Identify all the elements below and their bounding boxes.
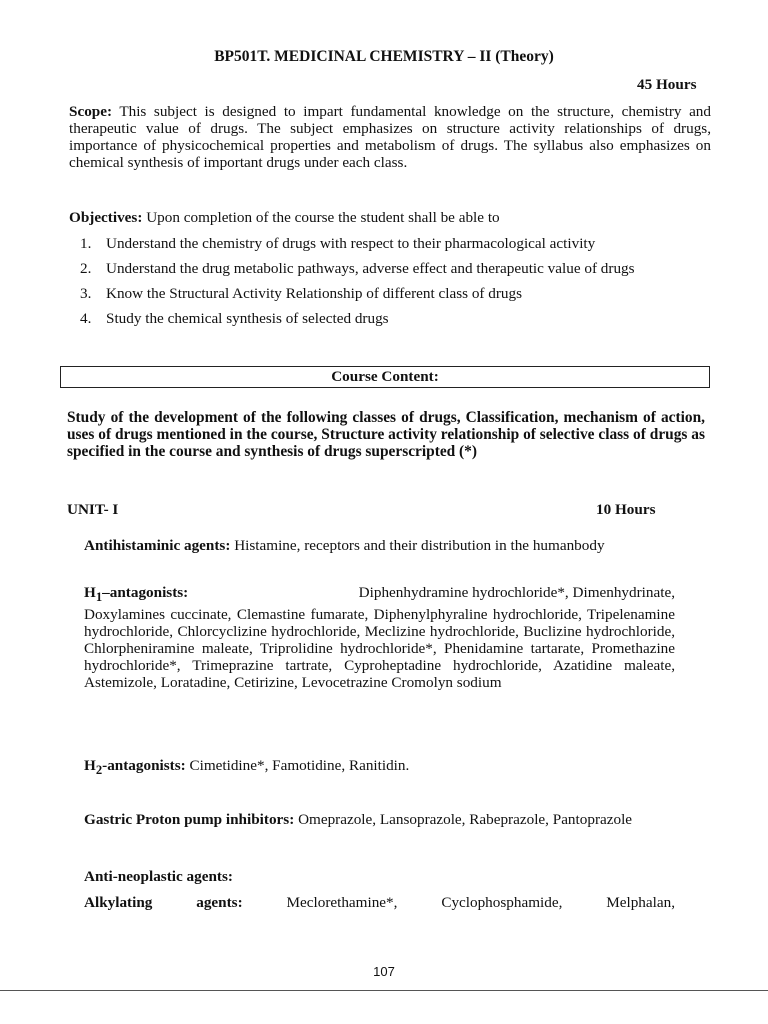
list-item-text: Study the chemical synthesis of selected drugs bbox=[106, 310, 389, 327]
alkylating-drug: Cyclophosphamide, bbox=[441, 894, 563, 911]
page-number: 107 bbox=[373, 964, 395, 979]
scope-paragraph bbox=[69, 103, 711, 171]
h1-label-prefix: H bbox=[84, 584, 96, 601]
list-item-text: Understand the chemistry of drugs with respect to their pharmacological activity bbox=[106, 235, 596, 252]
objectives-text: Upon completion of the course the student shall be able to bbox=[142, 209, 500, 226]
list-item bbox=[80, 285, 711, 302]
list-item-number: 1. bbox=[80, 235, 92, 252]
gastric-drug-list: Omeprazole, Lansoprazole, Rabeprazole, Pantoprazole bbox=[294, 811, 633, 828]
h2-label-sub: 2 bbox=[95, 763, 103, 778]
gastric-ppi-section bbox=[84, 811, 675, 828]
h1-label-sub: 1 bbox=[95, 590, 103, 605]
h1-label bbox=[84, 584, 188, 606]
list-item bbox=[80, 310, 711, 327]
h1-antagonists-section bbox=[84, 584, 675, 691]
alkylating-label-a: Alkylating bbox=[84, 894, 153, 911]
alkylating-section bbox=[84, 894, 675, 911]
course-hours: 45 Hours bbox=[637, 76, 697, 93]
unit-hours: 10 Hours bbox=[596, 501, 656, 518]
list-item bbox=[80, 260, 711, 277]
scope-label: Scope: bbox=[69, 103, 113, 120]
page-title: BP501T. MEDICINAL CHEMISTRY – II (Theory) bbox=[214, 48, 554, 65]
list-item-text: Know the Structural Activity Relationship of different class of drugs bbox=[106, 285, 523, 302]
h1-label-suffix: –antagonists: bbox=[102, 584, 189, 601]
objectives-label: Objectives: bbox=[69, 209, 143, 226]
antihistaminic-label: Antihistaminic agents: bbox=[84, 537, 231, 554]
study-paragraph: Study of the development of the following classes of drugs, Classification, mechanism of action, uses of drugs mentioned in the course, Structure activity relationship of selective class of drugs as specified in the course and synthesis of drugs superscripted (*) bbox=[67, 409, 705, 460]
list-item bbox=[80, 235, 711, 252]
list-item-number: 3. bbox=[80, 285, 92, 302]
h2-label bbox=[84, 757, 186, 778]
h2-antagonists-section bbox=[84, 757, 675, 779]
alkylating-drug: Meclorethamine*, bbox=[286, 894, 398, 911]
course-content-heading: Course Content: bbox=[60, 366, 710, 388]
objectives-list bbox=[80, 235, 711, 335]
h2-drug-list: Cimetidine*, Famotidine, Ranitidin. bbox=[185, 757, 410, 774]
h2-label-suffix: -antagonists: bbox=[102, 757, 186, 774]
antihistaminic-section bbox=[84, 537, 675, 554]
list-item-number: 2. bbox=[80, 260, 92, 277]
scope-text: This subject is designed to impart fundamental knowledge on the structure, chemistry and therapeutic value of drugs. The subject emphasizes on structure activity relationships of drugs, importance of physicochemical properties and metabolism of drugs. The syllabus also emphasizes on chemical synthesis of important drugs under each class. bbox=[69, 103, 711, 171]
gastric-label: Gastric Proton pump inhibitors: bbox=[84, 811, 295, 828]
list-item-number: 4. bbox=[80, 310, 92, 327]
h2-label-prefix: H bbox=[84, 757, 96, 774]
alkylating-label-b: agents: bbox=[196, 894, 243, 911]
h1-first-drugs: Diphenhydramine hydrochloride*, Dimenhydrinate, bbox=[358, 584, 675, 601]
antineoplastic-heading: Anti-neoplastic agents: bbox=[84, 868, 233, 885]
bottom-divider bbox=[0, 990, 768, 991]
alkylating-drug: Melphalan, bbox=[606, 894, 675, 911]
unit-label: UNIT- I bbox=[67, 501, 119, 518]
antihistaminic-text: Histamine, receptors and their distribution in the humanbody bbox=[230, 537, 605, 554]
list-item-text: Understand the drug metabolic pathways, adverse effect and therapeutic value of drugs bbox=[106, 260, 635, 277]
objectives-paragraph bbox=[69, 209, 711, 226]
h1-drug-list: Doxylamines cuccinate, Clemastine fumarate, Diphenylphyraline hydrochloride, Tripelenamine hydrochloride, Chlorcyclizine hydrochloride, Meclizine hydrochloride, Buclizine hydrochloride, Chlorpheniramine maleate, Triprolidine hydrochloride*, Phenidamine tartarate, Promethazine hydrochloride*, Trimeprazine tartrate, Cyproheptadine hydrochloride, Azatidine maleate, Astemizole, Loratadine, Cetirizine, Levocetrazine Cromolyn sodium bbox=[84, 606, 675, 692]
h1-heading-row bbox=[84, 584, 675, 606]
